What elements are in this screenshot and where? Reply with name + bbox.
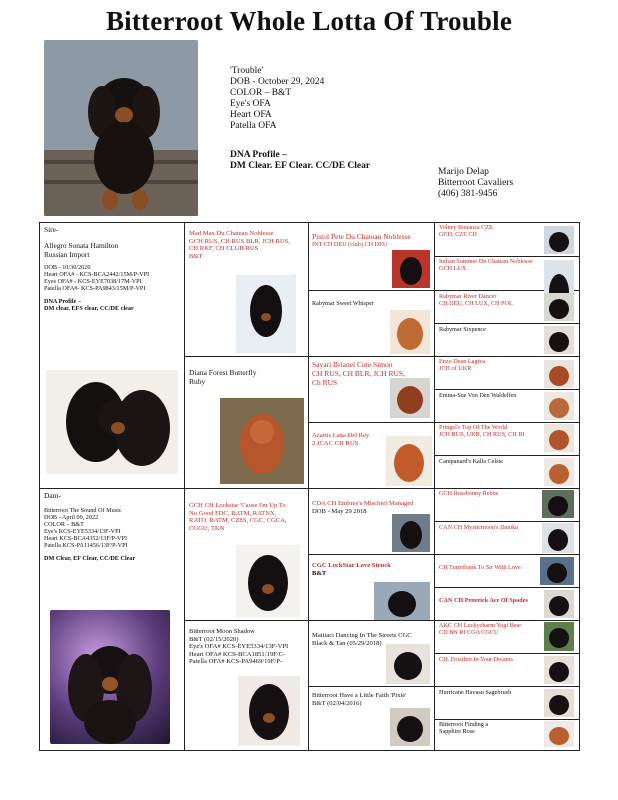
gen4-name-5: Emma-Sue Von Den Waldelfen [439,392,517,399]
gen4-item-3 [439,326,539,333]
dog-photo-icon [392,250,430,288]
gen4-name-8: GCH Rossbonny Rebus [439,490,499,497]
gen4-name-13: CH. Frostfire In Your Dreams [439,656,513,663]
gen3-item-0 [312,232,432,248]
dog-photo-icon [544,721,574,747]
sire-dna-label: DNA Profile – [44,298,82,305]
gen4-photo-0 [544,226,574,254]
gen4-name-15: Bitterroot Finding a [439,721,489,728]
gen4-name-11: CAN CH Penerick Ace Of Spades [439,597,528,604]
dam-label: Dam- [44,491,61,500]
gen3-photo-2 [390,378,430,418]
header-color: COLOR – B&T [230,88,292,98]
gen4-photo-2 [544,293,574,321]
dog-photo-icon [544,458,574,486]
header-dna [230,150,370,172]
gen2-sire-dam-color: Ruby [189,377,206,386]
gen3-name-0: Pistol Pete Du Chateau Noblesse [312,232,411,241]
gen4-name-2: Rabymar River Dancer [439,293,497,300]
gen4-photo-5 [544,392,574,420]
dog-photo-icon [542,490,574,518]
gen3-name-1: Rabymar Sweet Whisper [312,300,374,307]
dog-photo-icon [386,644,430,684]
gen3-item-5 [312,562,432,577]
gen3-photo-1 [390,310,430,354]
gen3-titles-0: INT CH DEU (club) CH DEU [312,241,388,248]
gen4-item-5 [439,392,539,399]
dog-photo-icon [46,370,178,474]
dam-dna: DM Clear, EF Clear, CC/DE Clear [44,555,136,562]
gen3-item-1 [312,300,432,307]
sire-photo [46,370,178,474]
dog-photo-icon [390,708,430,746]
gen3-titles-3: 2 JCAC CH RUS [312,439,359,447]
gen3-photo-6 [386,644,430,684]
dog-photo-icon [50,610,170,744]
gen3-photo-0 [392,250,430,288]
owner-name: Marijo Delap [438,167,489,177]
dog-photo-icon [374,582,430,620]
gen4-item-15 [439,721,539,735]
gen4-titles-15: Sapphire Rose [439,728,475,735]
gen4-photo-8 [542,490,574,518]
dog-photo-icon [44,40,198,216]
dam-color: COLOR – B&T [44,521,84,528]
dog-photo-icon [544,622,574,651]
gen3-name-6: Mattiaci Dancing In The Streets CGC [312,632,412,639]
gen4-photo-15 [544,721,574,747]
gen3-photo-5 [374,582,430,620]
header-dob: DOB - October 29, 2024 [230,77,325,87]
dog-photo-icon [544,392,574,420]
gen3-name-4: CDA CH Embree's Mischief Managed [312,500,414,507]
gen4-name-9: CAN CH Mysticmoon's Danika [439,524,518,531]
dam-patella: Patella KCS-PA11456/13F/P-VPI [44,542,128,549]
gen4-photo-14 [544,689,574,717]
dog-photo-icon [390,378,430,418]
gen4-item-1 [439,258,539,272]
gen4-photo-4 [544,360,574,388]
gen3-photo-3 [386,436,432,486]
gen4-photo-7 [544,458,574,486]
kennel-name: Bitterroot Cavaliers [438,178,514,188]
gen4-photo-12 [544,622,574,651]
dam-name: Bitterroot The Sound Of Music [44,507,122,514]
gen2-dam-dam-name: Bitterroot Moon Shadow [189,628,255,635]
gen2-dam-sire-photo [236,545,300,617]
owner-phone: (406) 381-9456 [438,189,498,199]
gen2-sire-sire-photo [236,275,296,353]
gen3-titles-2: CH RUS, CH BLR, JCH RUS, Ch RUS [312,369,405,387]
dog-photo-icon [544,689,574,717]
gen3-name-3: Azartis Lana Del Rey [312,432,370,439]
gen2-sire-dam [189,368,305,386]
gen4-name-6: Pringel's Top Of The World [439,424,508,431]
gen4-titles-0: GCH, CZE CH [439,231,477,238]
gen3-name-2: Sayari Brianel Cute Simon [312,360,393,369]
gen3-item-4 [312,500,432,515]
dog-photo-icon [386,436,432,486]
gen2-sire-dam-name: Diana Forest Butterfly [189,368,257,377]
dog-photo-icon [392,514,430,552]
sire-dna-value: DM clear, EFS clear, CC/DE clear [44,305,134,312]
sire-origin: Russian Import [44,250,90,259]
dog-photo-icon [544,326,574,354]
gen3-photo-4 [392,514,430,552]
gen2-dam-dam-details: B&T (02/15/2020) Eye's OFA# KCS-EYE5334/13F-VPI Heart OFA# KCS-BCA1851/19F/C- Patella OFA# KCS-PA9469/19F/P- [189,635,289,666]
gen4-titles-12: CD BN RI CGA CGCU [439,629,499,636]
sire-patella: Patella OFA#- KCS-PA9843/15M/P-VPI [44,285,146,292]
gen2-dam-dam-photo [238,676,300,746]
gen2-dam-sire: GCH CH Lockstar 'Cause I'm Up To No Good FDC, RATM, RATNX, RATO, RATM, CZ8S, CGC, CGCA, CGGU, TKN [189,502,287,532]
gen4-item-2 [439,293,539,307]
header-eyes: Eye's OFA [230,99,271,109]
sire-heart: Heart OFA# - KCS-BCA2442/15M/P-VPI [44,271,150,278]
dog-photo-icon [220,398,304,484]
gen4-photo-3 [544,326,574,354]
page-title: Bitterroot Whole Lotta Of Trouble [105,6,513,36]
dog-photo-icon [544,226,574,254]
gen4-name-7: Campanard's Kalla Celste [439,458,504,465]
header-heart: Heart OFA [230,110,272,120]
gen4-item-9 [439,524,539,531]
dog-photo-icon [542,523,574,553]
main-dog-photo [44,40,198,216]
gen4-photo-10 [540,557,574,585]
sire-label: Sire- [44,225,59,234]
gen3-titles-6: Black & Tan (05/29/2018) [312,639,382,647]
header-dna-value: DM Clear. EF Clear. CC/DE Clear [230,161,371,171]
gen2-dam-dam [189,628,307,666]
dam-cell [44,491,182,562]
dog-photo-icon [390,310,430,354]
dam-dob: DOB - April 09, 2022 [44,514,99,521]
dam-photo [50,610,170,744]
gen4-item-4 [439,358,539,372]
gen4-item-6 [439,424,543,438]
gen4-item-7 [439,458,539,465]
dog-photo-icon [544,590,574,618]
dam-heart: Heart KCS-BCA4352/13F/P-VPI [44,535,128,542]
gen4-item-8 [439,490,539,497]
header-info [230,66,324,132]
dog-photo-icon [544,293,574,321]
gen4-name-1: Indian Summer Du Chateau Noblesse [439,258,533,265]
dog-photo-icon [236,275,296,353]
gen4-item-11 [439,597,543,604]
gen4-photo-13 [544,656,574,684]
dog-photo-icon [236,545,300,617]
gen4-photo-11 [544,590,574,618]
dog-photo-icon [544,360,574,388]
gen4-photo-9 [542,523,574,553]
gen4-photo-6 [544,424,574,452]
dog-photo-icon [544,424,574,452]
dog-photo-icon [540,557,574,585]
gen2-sire-sire: Mad Max Du Chateau Noblesse GCH RUS, CH RUS BLR, JCH RUS, CH RKF, CH CLUB RUS B&T [189,230,290,260]
gen4-titles-2: CH DEU, CH LUX, CH POL [439,300,513,307]
nickname: 'Trouble' [230,66,264,76]
gen2-sire-dam-photo [220,398,304,484]
dog-photo-icon [238,676,300,746]
header-patella: Patella OFA [230,121,277,131]
header-dna-label: DNA Profile – [230,150,287,160]
gen3-name-7: Bitterroot Have a Little Faith 'Pixie' [312,692,407,699]
sire-dob: DOB - 10/30/2020 [44,264,91,271]
gen3-photo-7 [390,708,430,746]
gen4-item-0 [439,224,539,238]
gen3-name-5: CGC LockStar Love Struck [312,562,391,569]
gen4-titles-1: GCH LUX [439,265,467,272]
gen3-item-7 [312,692,432,707]
gen4-item-12 [439,622,543,636]
dog-photo-icon [544,656,574,684]
gen4-name-4: Enzo Dean Lagiva [439,358,486,365]
gen3-titles-5: B&T [312,569,327,577]
gen4-name-3: Rabymar Sixpence [439,326,486,333]
sire-cell [44,225,182,312]
gen4-titles-4: JCH of UKR [439,365,472,372]
sire-name: Allegro Sonata Hamilton [44,241,119,250]
gen4-item-13 [439,656,539,663]
dam-eyes: Eye's KCS-EYE5334/13F-VPI [44,528,121,535]
gen3-titles-7: B&T (02/04/2016) [312,699,362,707]
owner-info [438,167,513,200]
gen4-name-12: AKC CH Luckycharm Yogi Bear [439,622,522,629]
sire-eyes: Eyes OFA# - KCS-EYE7038/17M-VPI [44,278,142,285]
gen4-name-0: Volney Bonanza CZE [439,224,493,231]
gen4-name-10: CH Turretbank To Sir With Love [439,564,521,571]
gen4-titles-6: JCH RUS, UKR, CH RUS, CH BI [439,431,525,438]
gen3-titles-4: DOB - May 29 2018 [312,507,367,515]
gen4-item-10 [439,564,539,571]
gen4-item-14 [439,689,539,696]
gen4-name-14: Hurricane Havasu Sagebrush [439,689,512,696]
